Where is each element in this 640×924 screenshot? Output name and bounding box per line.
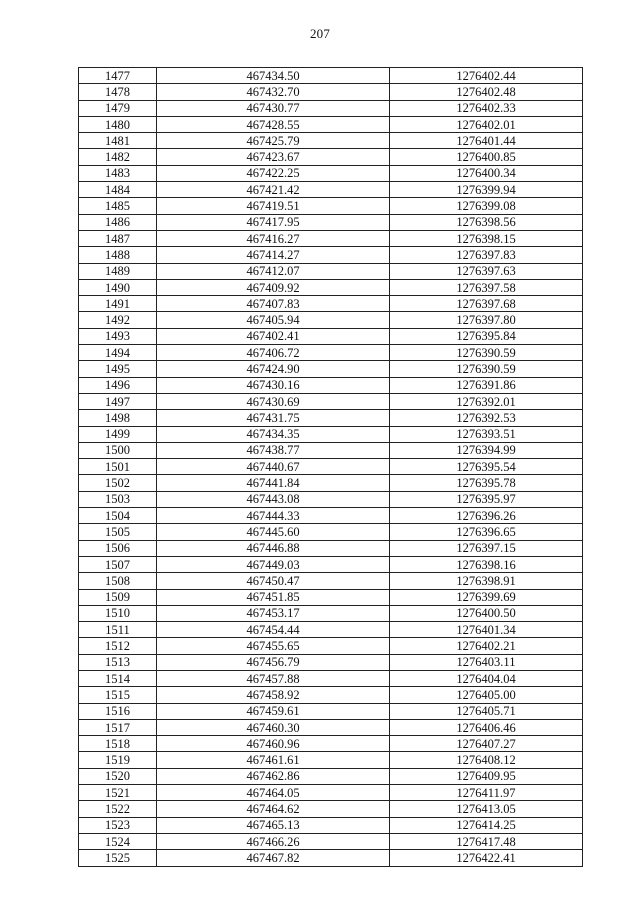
y-coordinate-cell: 1276414.25 <box>390 817 583 833</box>
table-row <box>79 817 583 833</box>
table-row <box>79 622 583 638</box>
point-number-cell: 1496 <box>79 377 157 393</box>
y-coordinate-cell: 1276399.94 <box>390 182 583 198</box>
table-row <box>79 719 583 735</box>
table-row <box>79 475 583 491</box>
x-coordinate-cell: 467438.77 <box>157 442 390 458</box>
x-coordinate-cell: 467414.27 <box>157 247 390 263</box>
point-number-cell: 1514 <box>79 670 157 686</box>
x-coordinate-cell: 467405.94 <box>157 312 390 328</box>
x-coordinate-cell: 467430.16 <box>157 377 390 393</box>
x-coordinate-cell: 467419.51 <box>157 198 390 214</box>
y-coordinate-cell: 1276405.00 <box>390 687 583 703</box>
y-coordinate-cell: 1276395.97 <box>390 491 583 507</box>
x-coordinate-cell: 467455.65 <box>157 638 390 654</box>
table-row <box>79 165 583 181</box>
point-number-cell: 1509 <box>79 589 157 605</box>
point-number-cell: 1482 <box>79 149 157 165</box>
x-coordinate-cell: 467445.60 <box>157 524 390 540</box>
y-coordinate-cell: 1276406.46 <box>390 719 583 735</box>
y-coordinate-cell: 1276400.85 <box>390 149 583 165</box>
table-row <box>79 442 583 458</box>
table-row <box>79 687 583 703</box>
x-coordinate-cell: 467458.92 <box>157 687 390 703</box>
x-coordinate-cell: 467446.88 <box>157 540 390 556</box>
table-row <box>79 459 583 475</box>
point-number-cell: 1490 <box>79 279 157 295</box>
point-number-cell: 1492 <box>79 312 157 328</box>
point-number-cell: 1478 <box>79 84 157 100</box>
table-row <box>79 768 583 784</box>
table-row <box>79 279 583 295</box>
point-number-cell: 1522 <box>79 801 157 817</box>
y-coordinate-cell: 1276408.12 <box>390 752 583 768</box>
y-coordinate-cell: 1276405.71 <box>390 703 583 719</box>
x-coordinate-cell: 467456.79 <box>157 654 390 670</box>
y-coordinate-cell: 1276391.86 <box>390 377 583 393</box>
point-number-cell: 1502 <box>79 475 157 491</box>
table-row <box>79 736 583 752</box>
x-coordinate-cell: 467432.70 <box>157 84 390 100</box>
point-number-cell: 1480 <box>79 116 157 132</box>
point-number-cell: 1523 <box>79 817 157 833</box>
x-coordinate-cell: 467466.26 <box>157 833 390 849</box>
x-coordinate-cell: 467417.95 <box>157 214 390 230</box>
point-number-cell: 1499 <box>79 426 157 442</box>
table-row <box>79 100 583 116</box>
x-coordinate-cell: 467416.27 <box>157 230 390 246</box>
point-number-cell: 1495 <box>79 361 157 377</box>
table-row <box>79 573 583 589</box>
y-coordinate-cell: 1276397.63 <box>390 263 583 279</box>
coordinates-table-body <box>79 68 583 867</box>
point-number-cell: 1519 <box>79 752 157 768</box>
x-coordinate-cell: 467440.67 <box>157 459 390 475</box>
y-coordinate-cell: 1276397.15 <box>390 540 583 556</box>
x-coordinate-cell: 467464.62 <box>157 801 390 817</box>
y-coordinate-cell: 1276401.34 <box>390 622 583 638</box>
y-coordinate-cell: 1276398.91 <box>390 573 583 589</box>
x-coordinate-cell: 467441.84 <box>157 475 390 491</box>
table-row <box>79 703 583 719</box>
y-coordinate-cell: 1276390.59 <box>390 345 583 361</box>
point-number-cell: 1521 <box>79 785 157 801</box>
x-coordinate-cell: 467434.35 <box>157 426 390 442</box>
table-row <box>79 540 583 556</box>
y-coordinate-cell: 1276402.44 <box>390 68 583 84</box>
table-row <box>79 491 583 507</box>
table-row <box>79 524 583 540</box>
point-number-cell: 1520 <box>79 768 157 784</box>
point-number-cell: 1494 <box>79 345 157 361</box>
point-number-cell: 1488 <box>79 247 157 263</box>
y-coordinate-cell: 1276390.59 <box>390 361 583 377</box>
x-coordinate-cell: 467409.92 <box>157 279 390 295</box>
y-coordinate-cell: 1276399.69 <box>390 589 583 605</box>
table-row <box>79 654 583 670</box>
x-coordinate-cell: 467453.17 <box>157 605 390 621</box>
table-row <box>79 198 583 214</box>
table-row <box>79 393 583 409</box>
point-number-cell: 1508 <box>79 573 157 589</box>
y-coordinate-cell: 1276402.21 <box>390 638 583 654</box>
table-row <box>79 410 583 426</box>
x-coordinate-cell: 467412.07 <box>157 263 390 279</box>
table-row <box>79 426 583 442</box>
point-number-cell: 1491 <box>79 296 157 312</box>
x-coordinate-cell: 467424.90 <box>157 361 390 377</box>
x-coordinate-cell: 467461.61 <box>157 752 390 768</box>
x-coordinate-cell: 467462.86 <box>157 768 390 784</box>
y-coordinate-cell: 1276413.05 <box>390 801 583 817</box>
point-number-cell: 1497 <box>79 393 157 409</box>
table-row <box>79 116 583 132</box>
y-coordinate-cell: 1276396.26 <box>390 508 583 524</box>
table-row <box>79 214 583 230</box>
x-coordinate-cell: 467402.41 <box>157 328 390 344</box>
x-coordinate-cell: 467460.96 <box>157 736 390 752</box>
point-number-cell: 1505 <box>79 524 157 540</box>
point-number-cell: 1524 <box>79 833 157 849</box>
y-coordinate-cell: 1276402.48 <box>390 84 583 100</box>
y-coordinate-cell: 1276417.48 <box>390 833 583 849</box>
x-coordinate-cell: 467422.25 <box>157 165 390 181</box>
table-row <box>79 345 583 361</box>
x-coordinate-cell: 467430.69 <box>157 393 390 409</box>
table-row <box>79 68 583 84</box>
y-coordinate-cell: 1276403.11 <box>390 654 583 670</box>
y-coordinate-cell: 1276409.95 <box>390 768 583 784</box>
table-row <box>79 296 583 312</box>
x-coordinate-cell: 467430.77 <box>157 100 390 116</box>
y-coordinate-cell: 1276422.41 <box>390 850 583 866</box>
point-number-cell: 1503 <box>79 491 157 507</box>
x-coordinate-cell: 467451.85 <box>157 589 390 605</box>
y-coordinate-cell: 1276398.56 <box>390 214 583 230</box>
point-number-cell: 1483 <box>79 165 157 181</box>
table-row <box>79 833 583 849</box>
y-coordinate-cell: 1276404.04 <box>390 670 583 686</box>
x-coordinate-cell: 467454.44 <box>157 622 390 638</box>
y-coordinate-cell: 1276392.01 <box>390 393 583 409</box>
table-row <box>79 182 583 198</box>
point-number-cell: 1500 <box>79 442 157 458</box>
table-row <box>79 589 583 605</box>
y-coordinate-cell: 1276399.08 <box>390 198 583 214</box>
table-row <box>79 377 583 393</box>
table-row <box>79 508 583 524</box>
table-row <box>79 133 583 149</box>
x-coordinate-cell: 467459.61 <box>157 703 390 719</box>
point-number-cell: 1485 <box>79 198 157 214</box>
point-number-cell: 1525 <box>79 850 157 866</box>
x-coordinate-cell: 467431.75 <box>157 410 390 426</box>
y-coordinate-cell: 1276397.58 <box>390 279 583 295</box>
x-coordinate-cell: 467434.50 <box>157 68 390 84</box>
y-coordinate-cell: 1276407.27 <box>390 736 583 752</box>
point-number-cell: 1486 <box>79 214 157 230</box>
y-coordinate-cell: 1276401.44 <box>390 133 583 149</box>
table-row <box>79 312 583 328</box>
table-row <box>79 361 583 377</box>
table-row <box>79 638 583 654</box>
x-coordinate-cell: 467423.67 <box>157 149 390 165</box>
point-number-cell: 1489 <box>79 263 157 279</box>
coordinates-table <box>78 67 583 867</box>
point-number-cell: 1511 <box>79 622 157 638</box>
point-number-cell: 1507 <box>79 556 157 572</box>
y-coordinate-cell: 1276395.84 <box>390 328 583 344</box>
x-coordinate-cell: 467421.42 <box>157 182 390 198</box>
x-coordinate-cell: 467449.03 <box>157 556 390 572</box>
point-number-cell: 1513 <box>79 654 157 670</box>
table-row <box>79 84 583 100</box>
point-number-cell: 1479 <box>79 100 157 116</box>
point-number-cell: 1517 <box>79 719 157 735</box>
table-row <box>79 801 583 817</box>
y-coordinate-cell: 1276397.80 <box>390 312 583 328</box>
table-row <box>79 149 583 165</box>
x-coordinate-cell: 467443.08 <box>157 491 390 507</box>
page-number: 207 <box>309 26 331 41</box>
x-coordinate-cell: 467407.83 <box>157 296 390 312</box>
y-coordinate-cell: 1276402.01 <box>390 116 583 132</box>
table-row <box>79 328 583 344</box>
y-coordinate-cell: 1276400.50 <box>390 605 583 621</box>
point-number-cell: 1515 <box>79 687 157 703</box>
point-number-cell: 1518 <box>79 736 157 752</box>
point-number-cell: 1498 <box>79 410 157 426</box>
x-coordinate-cell: 467450.47 <box>157 573 390 589</box>
x-coordinate-cell: 467425.79 <box>157 133 390 149</box>
y-coordinate-cell: 1276400.34 <box>390 165 583 181</box>
point-number-cell: 1504 <box>79 508 157 524</box>
table-row <box>79 670 583 686</box>
table-row <box>79 752 583 768</box>
y-coordinate-cell: 1276397.83 <box>390 247 583 263</box>
y-coordinate-cell: 1276396.65 <box>390 524 583 540</box>
point-number-cell: 1493 <box>79 328 157 344</box>
point-number-cell: 1506 <box>79 540 157 556</box>
table-row <box>79 556 583 572</box>
y-coordinate-cell: 1276397.68 <box>390 296 583 312</box>
table-row <box>79 850 583 866</box>
point-number-cell: 1512 <box>79 638 157 654</box>
y-coordinate-cell: 1276402.33 <box>390 100 583 116</box>
y-coordinate-cell: 1276411.97 <box>390 785 583 801</box>
point-number-cell: 1516 <box>79 703 157 719</box>
x-coordinate-cell: 467428.55 <box>157 116 390 132</box>
x-coordinate-cell: 467465.13 <box>157 817 390 833</box>
table-row <box>79 230 583 246</box>
table-row <box>79 247 583 263</box>
y-coordinate-cell: 1276393.51 <box>390 426 583 442</box>
x-coordinate-cell: 467460.30 <box>157 719 390 735</box>
point-number-cell: 1487 <box>79 230 157 246</box>
y-coordinate-cell: 1276395.78 <box>390 475 583 491</box>
x-coordinate-cell: 467406.72 <box>157 345 390 361</box>
point-number-cell: 1501 <box>79 459 157 475</box>
table-row <box>79 605 583 621</box>
point-number-cell: 1484 <box>79 182 157 198</box>
x-coordinate-cell: 467444.33 <box>157 508 390 524</box>
x-coordinate-cell: 467457.88 <box>157 670 390 686</box>
table-row <box>79 785 583 801</box>
y-coordinate-cell: 1276394.99 <box>390 442 583 458</box>
x-coordinate-cell: 467467.82 <box>157 850 390 866</box>
y-coordinate-cell: 1276398.16 <box>390 556 583 572</box>
y-coordinate-cell: 1276392.53 <box>390 410 583 426</box>
point-number-cell: 1510 <box>79 605 157 621</box>
y-coordinate-cell: 1276398.15 <box>390 230 583 246</box>
x-coordinate-cell: 467464.05 <box>157 785 390 801</box>
point-number-cell: 1477 <box>79 68 157 84</box>
y-coordinate-cell: 1276395.54 <box>390 459 583 475</box>
point-number-cell: 1481 <box>79 133 157 149</box>
table-row <box>79 263 583 279</box>
